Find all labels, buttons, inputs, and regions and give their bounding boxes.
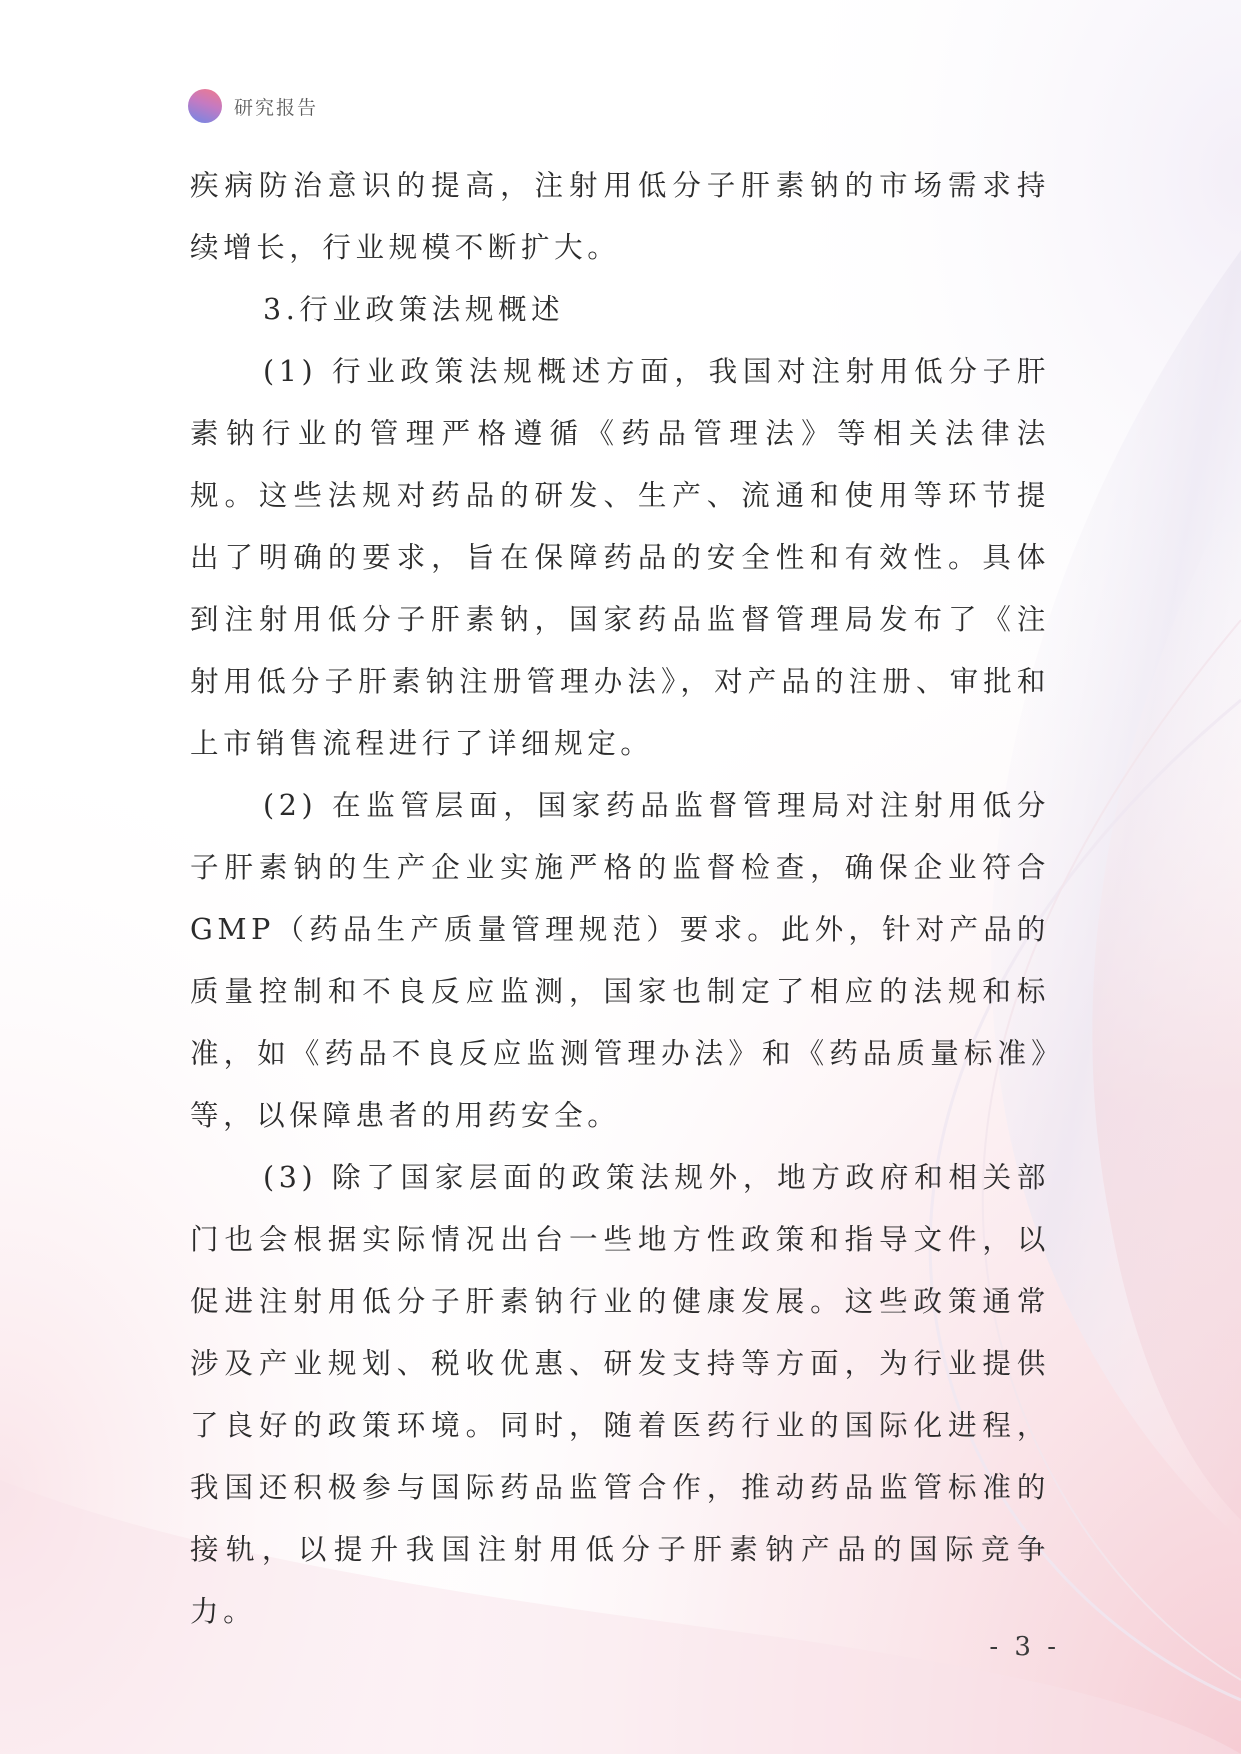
paragraph-continuation: 疾病防治意识的提高，注射用低分子肝素钠的市场需求持续增长，行业规模不断扩大。 [190,169,1050,264]
document-body [190,155,1050,1643]
header-title: 研究报告 [234,96,319,119]
report-header [188,89,318,123]
paragraph-regulatory-supervision: (2) 在监管层面，国家药品监督管理局对注射用低分子肝素钠的生产企业实施严格的监督检查，确保企业符合GMP（药品生产质量管理规范）要求。此外，针对产品的质量控制和不良反应监测，国家也制定了相应的法规和标准，如《药品不良反应监测管理办法》和《药品质量标准》等，以保障患者的用药安全。 [190,789,1050,1132]
logo-circle-icon [188,89,222,123]
section-heading: 3.行业政策法规概述 [263,293,565,326]
page-number: - 3 - [989,1632,1060,1662]
paragraph-policy-overview: (1) 行业政策法规概述方面，我国对注射用低分子肝素钠行业的管理严格遵循《药品管理法》等相关法律法规。这些法规对药品的研发、生产、流通和使用等环节提出了明确的要求，旨在保障药品的安全性和有效性。具体到注射用低分子肝素钠，国家药品监督管理局发布了《注射用低分子肝素钠注册管理办法》，对产品的注册、审批和上市销售流程进行了详细规定。 [190,355,1050,760]
paragraph-local-policies: (3) 除了国家层面的政策法规外，地方政府和相关部门也会根据实际情况出台一些地方性政策和指导文件，以促进注射用低分子肝素钠行业的健康发展。这些政策通常涉及产业规划、税收优惠、研发支持等方面，为行业提供了良好的政策环境。同时，随着医药行业的国际化进程，我国还积极参与国际药品监管合作，推动药品监管标准的接轨，以提升我国注射用低分子肝素钠产品的国际竞争力。 [190,1161,1050,1628]
